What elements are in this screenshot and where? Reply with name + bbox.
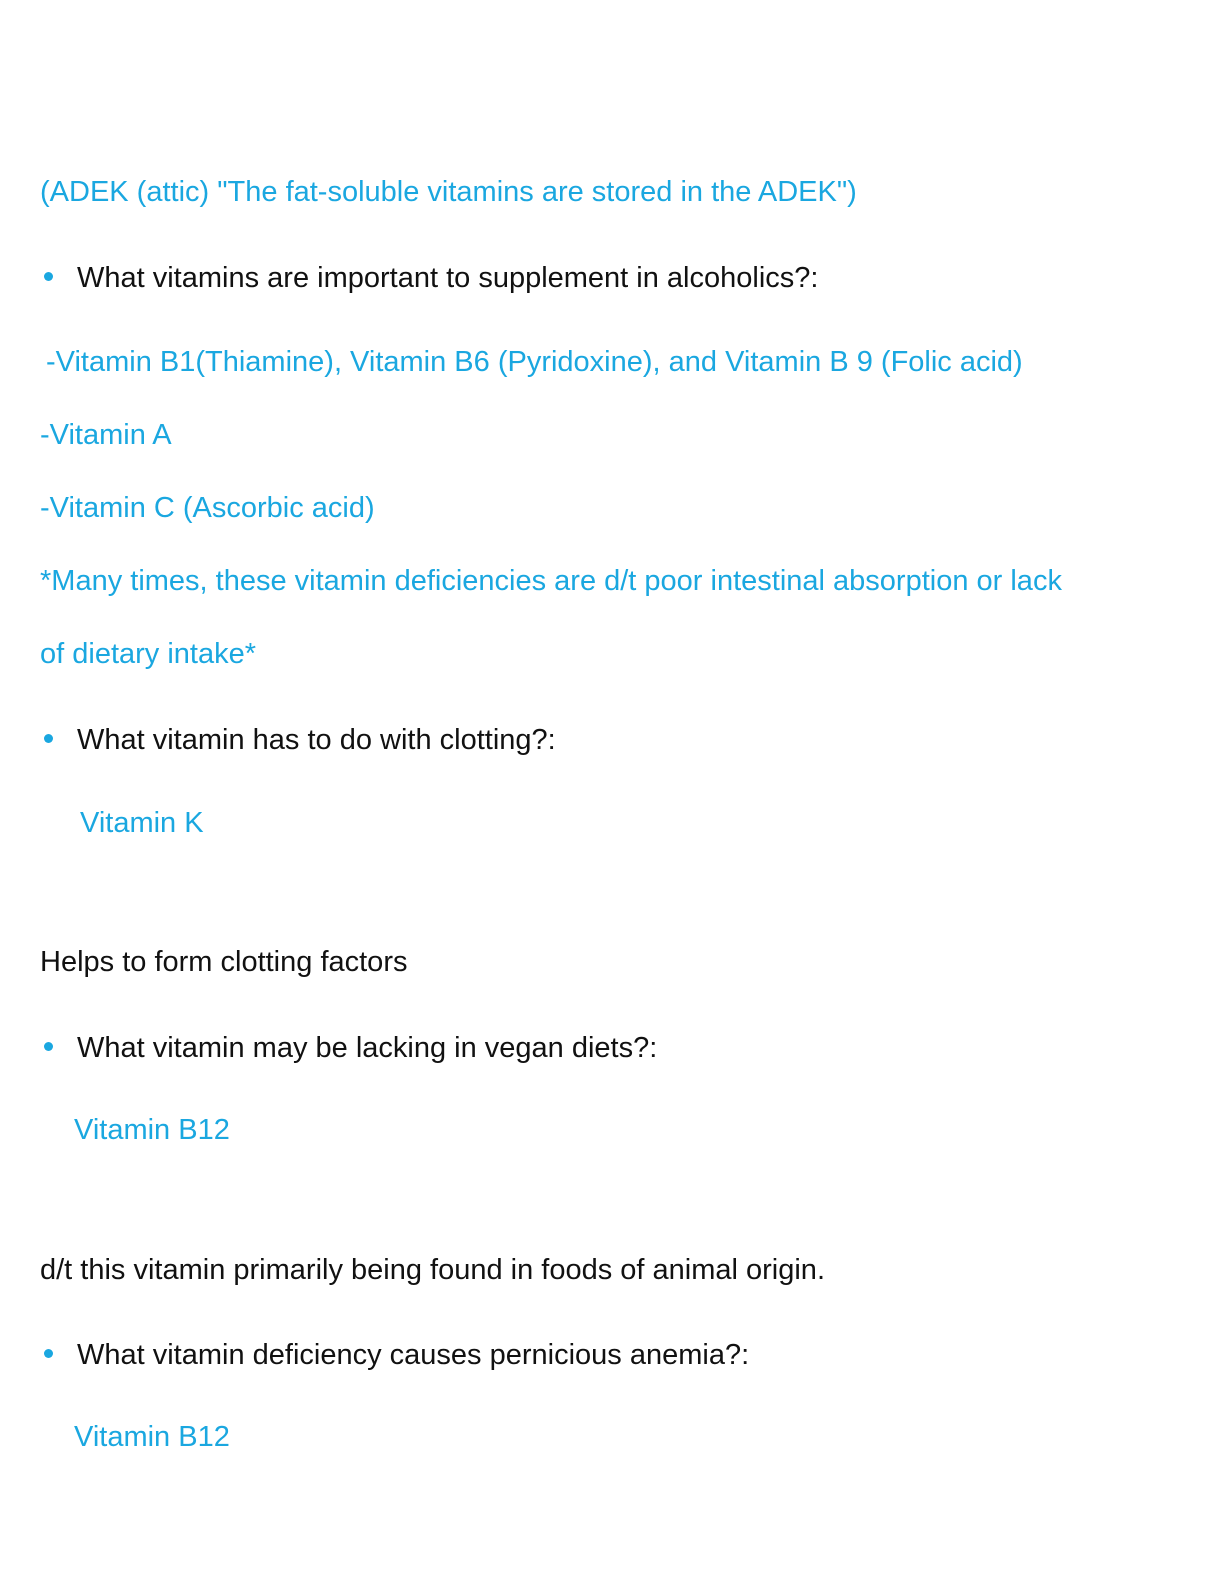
- bullet-icon: [44, 734, 53, 743]
- question-text: What vitamin may be lacking in vegan diets?:: [77, 1032, 658, 1064]
- question-text: What vitamin deficiency causes pernicious anemia?:: [77, 1339, 750, 1371]
- answer-vitamin-b12-vegan: Vitamin B12: [74, 1114, 230, 1146]
- question-clotting: [40, 726, 556, 755]
- answer-note-line2: of dietary intake*: [40, 638, 257, 670]
- answer-note-line1: *Many times, these vitamin deficiencies are d/t poor intestinal absorption or lack: [40, 565, 1062, 597]
- answer-vitamin-a: -Vitamin A: [40, 419, 172, 451]
- question-vegan: [40, 1034, 657, 1063]
- bullet-icon: [44, 1042, 53, 1051]
- adek-note: (ADEK (attic) "The fat-soluble vitamins are stored in the ADEK"): [40, 176, 857, 208]
- bullet-icon: [44, 1349, 53, 1358]
- question-text: What vitamin has to do with clotting?:: [77, 724, 556, 756]
- answer-explanation-vegan: d/t this vitamin primarily being found in foods of animal origin.: [40, 1254, 825, 1286]
- question-pernicious-anemia: [40, 1341, 749, 1370]
- question-text: What vitamins are important to supplement in alcoholics?:: [77, 262, 819, 294]
- answer-explanation-clotting: Helps to form clotting factors: [40, 946, 408, 978]
- bullet-icon: [44, 272, 53, 281]
- answer-vitamin-k: Vitamin K: [80, 807, 204, 839]
- question-alcoholics: [40, 264, 818, 293]
- answer-vitamin-b12-anemia: Vitamin B12: [74, 1421, 230, 1453]
- answer-vitamin-c: -Vitamin C (Ascorbic acid): [40, 492, 375, 524]
- answer-b-vitamins: -Vitamin B1(Thiamine), Vitamin B6 (Pyridoxine), and Vitamin B 9 (Folic acid): [46, 346, 1023, 378]
